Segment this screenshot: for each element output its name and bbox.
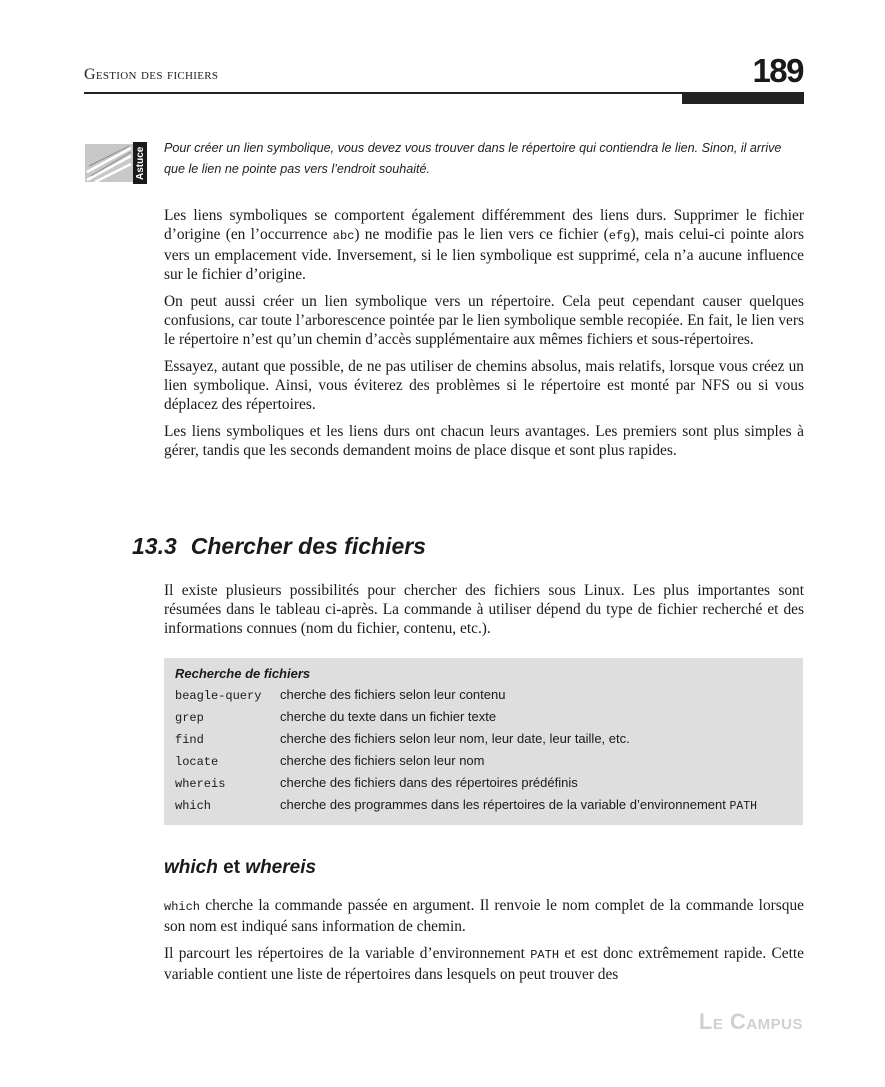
paragraph-2: On peut aussi créer un lien symbolique vers un répertoire. Cela peut cependant causer quelques confusions, car toute l’arborescence pointée par le lien symbolique semble recopiée. En fait, le lien vers le répertoire n’est qu’un chemin d’accès supplémentaire aux mêmes fichiers et sous-répertoires.: [164, 293, 804, 348]
running-header: Gestion des fichiers: [84, 66, 219, 83]
table-command: grep: [175, 711, 204, 725]
table-row: [175, 687, 795, 707]
table-description: cherche des fichiers selon leur nom, leur date, leur taille, etc.: [280, 731, 630, 746]
table-command: locate: [175, 755, 219, 769]
table-title: Recherche de fichiers: [175, 666, 311, 681]
subsection-body: [164, 896, 804, 992]
inline-code: efg: [608, 229, 631, 243]
subsection-heading: which et whereis: [164, 857, 317, 878]
table-row: [175, 753, 795, 773]
table-command: whereis: [175, 777, 226, 791]
tip-text: Pour créer un lien symbolique, vous devez vous trouver dans le répertoire qui contiendra le lien. Sinon, il arrive que le lien ne pointe pas vers l’endroit souhaité.: [164, 141, 782, 176]
paragraph-1: Les liens symboliques se comportent également différemment des liens durs. Supprimer le fichier d’origine (en l’occurrence abc) ne modifie pas le lien vers ce fichier (efg), mais celui-ci pointe alors vers un emplacement vide. Inversement, si le lien symbolique est supprimé, cela n’a aucune influence sur le fichier d’origine.: [164, 207, 804, 283]
inline-code: which: [164, 900, 201, 914]
page-number: 189: [752, 52, 803, 89]
table-row: [175, 775, 795, 795]
subsection-paragraph-2: Il parcourt les répertoires de la variable d’environnement PATH et est donc extrêmement rapide. Cette variable contient une liste de répertoires dans lesquels on peut trouver des: [164, 945, 804, 983]
section-intro-block: [164, 581, 804, 646]
table-description: cherche des fichiers selon leur contenu: [280, 687, 506, 702]
publisher-logo: Le Campus: [698, 1009, 803, 1034]
table-description: cherche des programmes dans les répertoires de la variable d’environnement PATH: [280, 797, 758, 813]
subsection-paragraph-1: which cherche la commande passée en argument. Il renvoie le nom complet de la commande lorsque son nom est indiqué sans information de chemin.: [164, 897, 804, 935]
table-row: [175, 709, 795, 729]
section-intro: Il existe plusieurs possibilités pour chercher des fichiers sous Linux. Les plus importantes sont résumées dans le tableau ci-après. La commande à utiliser dépend du type de fichier recherché et des informations connues (nom du fichier, contenu, etc.).: [164, 582, 804, 637]
table-description: cherche des fichiers selon leur nom: [280, 753, 485, 768]
section-heading: [132, 533, 426, 560]
table-row: [175, 731, 795, 751]
table-command: find: [175, 733, 204, 747]
header-bar: [682, 94, 804, 104]
inline-code: abc: [332, 229, 355, 243]
table-command: which: [175, 799, 212, 813]
table-row: [175, 797, 795, 817]
table-description: cherche du texte dans un fichier texte: [280, 709, 497, 724]
table-command: beagle-query: [175, 689, 262, 703]
paragraph-3: Essayez, autant que possible, de ne pas utiliser de chemins absolus, mais relatifs, lorsque vous créez un lien symbolique. Ainsi, vous éviterez des problèmes si le répertoire est monté par NFS ou si vous déplacez des répertoires.: [164, 358, 804, 413]
search-commands-table: [164, 658, 803, 825]
tip-icon: [85, 142, 147, 184]
body-paragraphs: [164, 206, 804, 468]
table-description: cherche des fichiers dans des répertoires prédéfinis: [280, 775, 578, 790]
section-number: 13.3: [132, 533, 177, 559]
tip-icon-label: Astuce: [135, 146, 146, 180]
inline-code: PATH: [530, 948, 560, 962]
paragraph-4: Les liens symboliques et les liens durs ont chacun leurs avantages. Les premiers sont plus simples à gérer, tandis que les seconds demandent moins de place disque et sont plus rapides.: [164, 423, 804, 459]
section-title: Chercher des fichiers: [190, 533, 426, 559]
